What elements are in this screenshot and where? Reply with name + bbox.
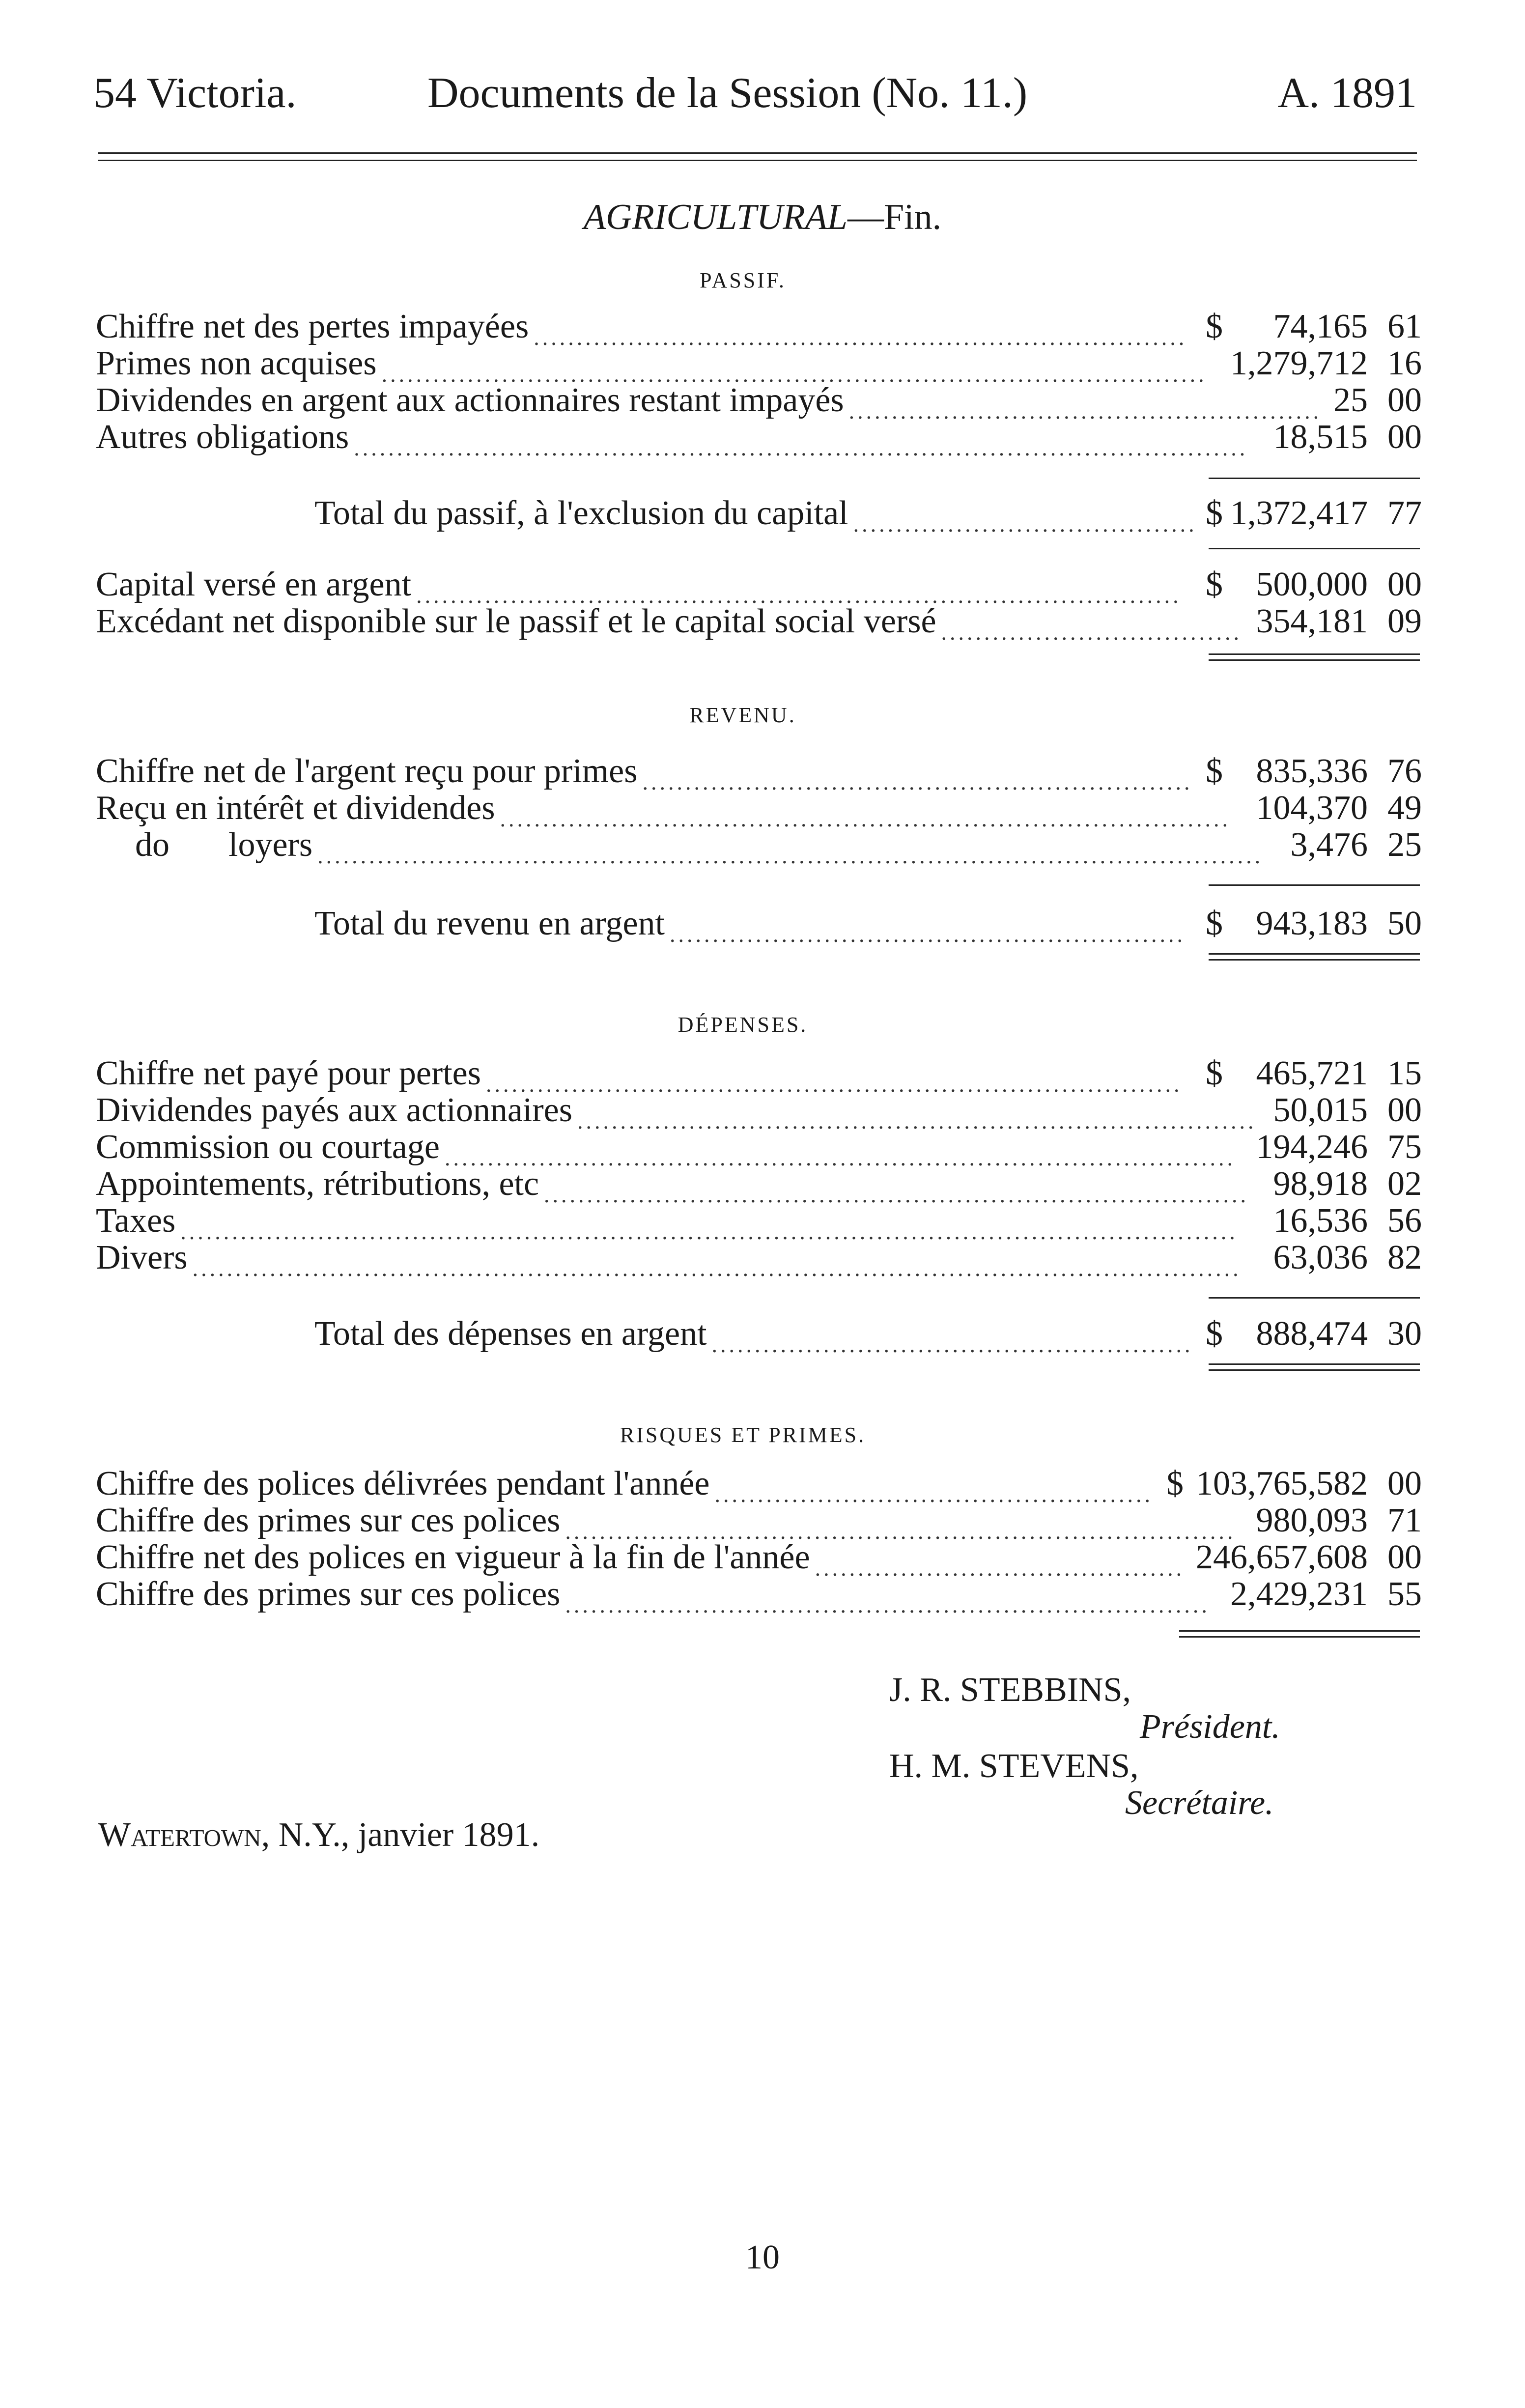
location-date (98, 1815, 539, 1855)
cents: 77 (1387, 494, 1422, 532)
amount: 500,000 (1256, 566, 1368, 603)
total-row (0, 904, 1525, 947)
dot-leader: ................................................................ (642, 769, 1193, 794)
row-label (135, 825, 312, 865)
dollar-sign: $ (1166, 1465, 1184, 1502)
cents: 75 (1387, 1128, 1422, 1166)
table-row (0, 1164, 1525, 1207)
cents: 71 (1387, 1501, 1422, 1539)
header-rule (98, 152, 1417, 161)
row-label: Autres obligations (96, 418, 349, 456)
table-row (0, 1054, 1525, 1097)
cents: 09 (1387, 602, 1422, 640)
signatory-title: Président. (1140, 1708, 1280, 1746)
ditto-mark: do (135, 826, 169, 864)
total-double-rule (1209, 953, 1420, 961)
table-row (0, 1201, 1525, 1244)
amount: 194,246 (1256, 1128, 1368, 1166)
amount: 98,918 (1273, 1165, 1368, 1203)
amount: 1,279,712 (1230, 344, 1368, 382)
section-title (0, 197, 1525, 238)
dot-leader: ..................................................................................... (500, 806, 1231, 831)
cents: 49 (1387, 789, 1422, 827)
cents: 00 (1387, 1538, 1422, 1576)
table-row (0, 1464, 1525, 1507)
amount: 18,515 (1273, 418, 1368, 456)
cents: 55 (1387, 1575, 1422, 1613)
row-label: Chiffre des primes sur ces polices (96, 1575, 561, 1613)
dot-leader: ......................................................................................... (416, 583, 1182, 608)
row-label: Divers (96, 1239, 188, 1276)
table-row (0, 1091, 1525, 1133)
row-label: Reçu en intérêt et dividendes (96, 789, 495, 827)
amount: 980,093 (1256, 1501, 1368, 1539)
amount: 63,036 (1273, 1239, 1368, 1276)
cents: 00 (1387, 1465, 1422, 1502)
dot-leader: ........................................................ (711, 1332, 1193, 1357)
location-city: Watertown (98, 1816, 261, 1854)
dot-leader: ............................................................................ (534, 325, 1187, 350)
total-row (0, 1314, 1525, 1357)
cents: 56 (1387, 1202, 1422, 1240)
cents: 82 (1387, 1239, 1422, 1276)
dot-leader: ................................................................................. (485, 1072, 1183, 1097)
location-rest: , N.Y., janvier 1891. (261, 1816, 540, 1854)
row-label: Total du revenu en argent (314, 905, 665, 942)
cents: 25 (1387, 826, 1422, 864)
row-label-text: loyers (228, 826, 313, 864)
signatory-title: Secrétaire. (1125, 1784, 1274, 1822)
dollar-sign: $ (1206, 1054, 1223, 1092)
row-label: Appointements, rétributions, etc (96, 1165, 539, 1203)
dollar-sign: $ (1206, 905, 1223, 942)
section-title-suffix: —Fin. (847, 197, 942, 237)
table-row (0, 1128, 1525, 1170)
total-row (0, 494, 1525, 537)
dot-leader: .............................................................................................................. (317, 843, 1264, 868)
signatory-name: J. R. STEBBINS, (889, 1671, 1131, 1709)
cents: 00 (1387, 566, 1422, 603)
signatory-name: H. M. STEVENS, (889, 1747, 1139, 1785)
table-row (0, 418, 1525, 460)
table-row (0, 565, 1525, 608)
dot-leader: ................................................................................................ (381, 362, 1207, 387)
dot-leader: ............................................................ (670, 922, 1186, 947)
sum-rule (1209, 884, 1420, 886)
depenses-heading: DÉPENSES. (678, 1013, 808, 1037)
page-number: 10 (745, 2238, 780, 2276)
amount: 103,765,582 (1196, 1465, 1368, 1502)
cents: 02 (1387, 1165, 1422, 1203)
dollar-sign: $ (1206, 308, 1223, 345)
amount: 465,721 (1256, 1054, 1368, 1092)
dot-leader: ............................................................................... (577, 1108, 1257, 1133)
amount: 943,183 (1256, 905, 1368, 942)
cents: 16 (1387, 344, 1422, 382)
sum-rule (1209, 1297, 1420, 1299)
row-label: Primes non acquises (96, 344, 377, 382)
row-label: Taxes (96, 1202, 176, 1240)
table-row (0, 825, 1525, 868)
amount: 835,336 (1256, 752, 1368, 790)
cents: 61 (1387, 308, 1422, 345)
total-double-rule (1209, 653, 1420, 661)
cents: 15 (1387, 1054, 1422, 1092)
row-label: Total des dépenses en argent (314, 1315, 707, 1353)
table-row (0, 1501, 1525, 1544)
row-label: Dividendes en argent aux actionnaires restant impayés (96, 381, 844, 419)
table-row (0, 1238, 1525, 1281)
sum-rule (1209, 548, 1420, 549)
cents: 76 (1387, 752, 1422, 790)
dot-leader: ........................................ (853, 511, 1197, 537)
table-row (0, 752, 1525, 794)
dot-leader: ........................................................................................................ (354, 435, 1248, 460)
total-double-rule (1179, 1630, 1420, 1638)
table-row (0, 789, 1525, 831)
amount: 16,536 (1273, 1202, 1368, 1240)
dot-leader: ........................................... (815, 1556, 1185, 1581)
row-label: Chiffre net payé pour pertes (96, 1054, 481, 1092)
row-label: Total du passif, à l'exclusion du capital (314, 494, 848, 532)
passif-heading: PASSIF. (700, 268, 786, 292)
cents: 00 (1387, 381, 1422, 419)
cents: 30 (1387, 1315, 1422, 1353)
amount: 25 (1333, 381, 1368, 419)
dot-leader: .................................................................................. (544, 1182, 1249, 1207)
row-label: Dividendes payés aux actionnaires (96, 1091, 572, 1129)
table-row (0, 307, 1525, 350)
header-year: A. 1891 (1277, 69, 1417, 117)
total-double-rule (1209, 1363, 1420, 1371)
dot-leader: ................................... (941, 620, 1243, 645)
table-row (0, 1538, 1525, 1581)
header-document-title: Documents de la Session (No. 11.) (427, 69, 1028, 117)
row-label: Capital versé en argent (96, 566, 412, 603)
amount: 50,015 (1273, 1091, 1368, 1129)
amount: 104,370 (1256, 789, 1368, 827)
header-session: 54 Victoria. (93, 69, 297, 117)
dot-leader: ........................................................................... (565, 1592, 1210, 1617)
dot-leader: .............................................................................. (565, 1519, 1236, 1544)
dot-leader: ....................................................... (848, 398, 1322, 424)
section-title-company: AGRICULTURAL (583, 197, 847, 237)
table-row (0, 602, 1525, 645)
amount: 2,429,231 (1230, 1575, 1368, 1613)
amount: 3,476 (1290, 826, 1368, 864)
dollar-sign: $ (1206, 494, 1223, 532)
cents: 00 (1387, 1091, 1422, 1129)
revenu-heading: REVENU. (689, 703, 796, 727)
row-label: Excédant net disponible sur le passif et le capital social versé (96, 602, 936, 640)
amount: 888,474 (1256, 1315, 1368, 1353)
amount: 1,372,417 (1230, 494, 1368, 532)
table-row (0, 381, 1525, 424)
dollar-sign: $ (1206, 566, 1223, 603)
row-label: Chiffre des polices délivrées pendant l'année (96, 1465, 710, 1502)
risques-heading: RISQUES ET PRIMES. (620, 1423, 866, 1447)
amount: 74,165 (1273, 308, 1368, 345)
cents: 50 (1387, 905, 1422, 942)
amount: 354,181 (1256, 602, 1368, 640)
row-label: Chiffre net des polices en vigueur à la fin de l'année (96, 1538, 810, 1576)
row-label: Chiffre net de l'argent reçu pour primes (96, 752, 638, 790)
dollar-sign: $ (1206, 752, 1223, 790)
row-label: Chiffre des primes sur ces polices (96, 1501, 561, 1539)
dollar-sign: $ (1206, 1315, 1223, 1353)
amount: 246,657,608 (1196, 1538, 1368, 1576)
table-row (0, 344, 1525, 387)
dot-leader: ........................................................................................................................... (180, 1219, 1238, 1244)
row-label: Commission ou courtage (96, 1128, 440, 1166)
cents: 00 (1387, 418, 1422, 456)
row-label: Chiffre net des pertes impayées (96, 308, 529, 345)
dot-leader: ................................................... (714, 1482, 1153, 1507)
dot-leader: ............................................................................................ (444, 1145, 1236, 1170)
dot-leader: .......................................................................................................................... (192, 1256, 1242, 1281)
table-row (0, 1575, 1525, 1617)
sum-rule (1209, 478, 1420, 479)
